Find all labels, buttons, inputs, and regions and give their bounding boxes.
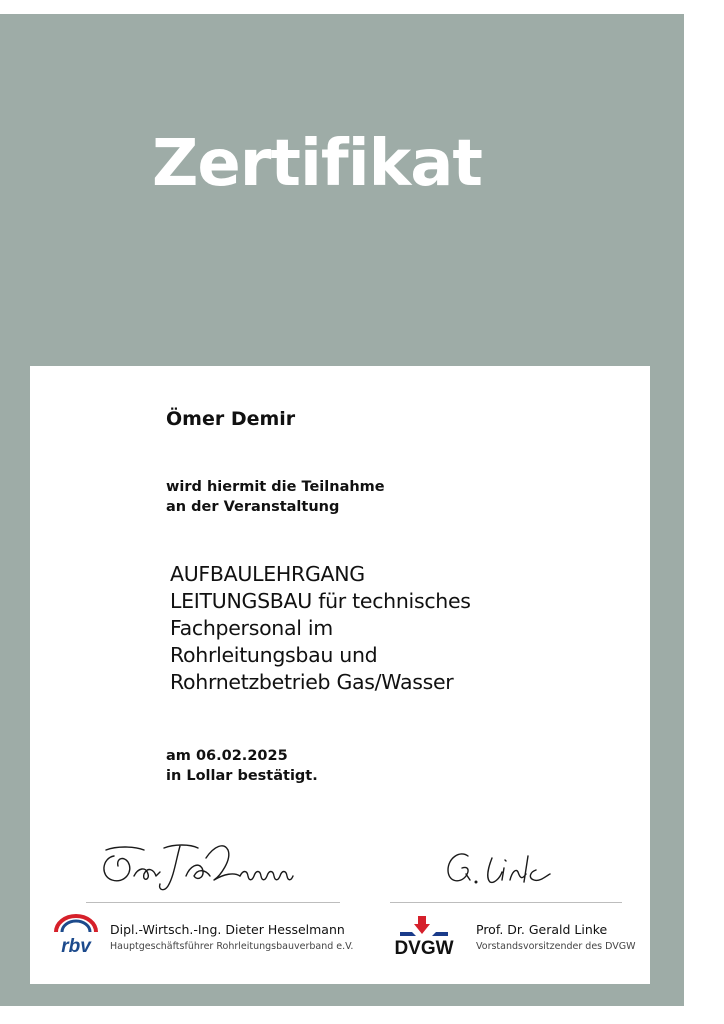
intro-line-1: wird hiermit die Teilnahme [166,479,385,495]
confirmation-text [166,746,318,786]
rbv-logo-text: rbv [61,936,91,956]
course-line: Rohrleitungsbau und [170,643,378,667]
signer-left-role: Hauptgeschäftsführer Rohrleitungsbauverband e.V. [110,941,354,952]
confirmation-date: am 06.02.2025 [166,748,288,764]
dvgw-logo-text: DVGW [394,938,454,958]
signer-right-name: Prof. Dr. Gerald Linke [476,922,608,937]
confirmation-place: in Lollar bestätigt. [166,768,318,784]
course-line: LEITUNGSBAU für technisches [170,589,471,613]
course-line: Rohrnetzbetrieb Gas/Wasser [170,670,454,694]
certificate-title: Zertifikat [151,127,483,201]
course-line: Fachpersonal im [170,616,333,640]
signer-left-name: Dipl.-Wirtsch.-Ing. Dieter Hesselmann [110,922,345,937]
course-line: AUFBAULEHRGANG [170,562,365,586]
certificate-panel [30,366,650,984]
signature-line-right [390,902,622,903]
signature-right [442,836,562,898]
certificate-sheet [0,14,684,1006]
intro-line-2: an der Veranstaltung [166,499,340,515]
signature-left [94,836,304,898]
course-title [170,561,471,696]
dvgw-logo [386,912,462,958]
signer-right-role: Vorstandsvorsitzender des DVGW [476,941,636,952]
recipient-name: Ömer Demir [166,408,296,430]
signature-line-left [86,902,340,903]
intro-text [166,477,385,517]
rbv-logo [52,914,100,956]
